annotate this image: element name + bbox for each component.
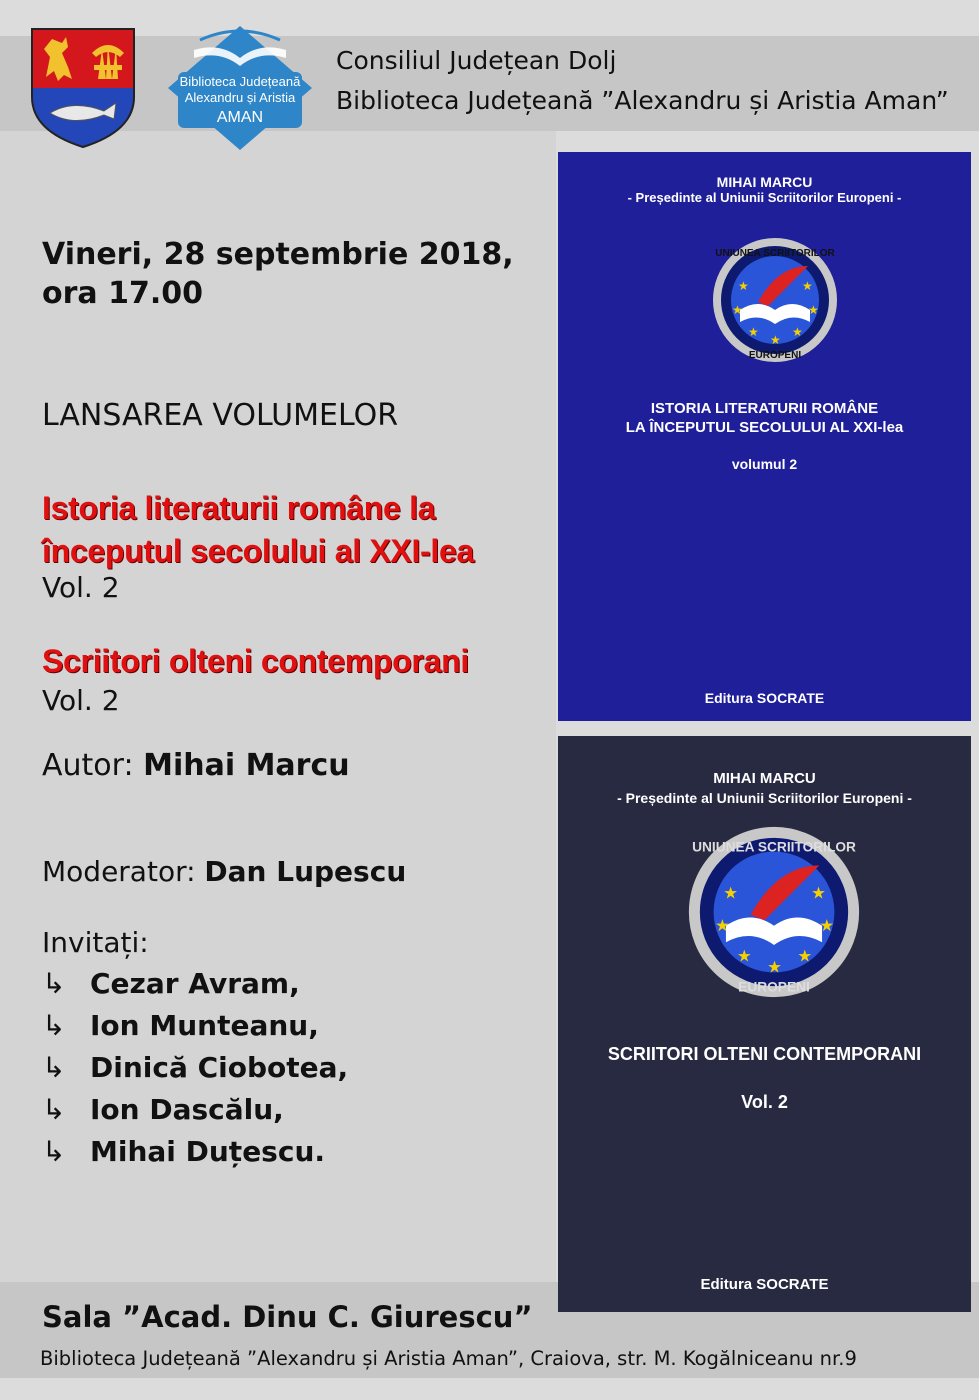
cover1-title-line2: LA ÎNCEPUTUL SECOLULUI AL XXI-lea (625, 419, 904, 436)
cover1-role: - Președinte al Uniunii Scriitorilor Europeni - (627, 190, 902, 205)
svg-text:Alexandru și Aristia: Alexandru și Aristia (184, 90, 296, 105)
header-library: Biblioteca Județeană ”Alexandru și Aristia Aman” (336, 86, 949, 115)
moderator-line: Moderator: Dan Lupescu (42, 855, 407, 888)
book1-volume: Vol. 2 (42, 571, 120, 604)
svg-text:★: ★ (811, 884, 826, 903)
arrow-icon: ↳ (42, 967, 66, 1000)
guest-item: ↳ Mihai Duțescu. (42, 1135, 326, 1168)
svg-text:Biblioteca Județeană: Biblioteca Județeană (179, 74, 301, 89)
launch-heading: LANSAREA VOLUMELOR (42, 398, 399, 433)
cover2-volume: Vol. 2 (741, 1092, 788, 1112)
guest-item: ↳ Cezar Avram, (42, 967, 300, 1000)
arrow-icon: ↳ (42, 1135, 66, 1168)
dolj-coat-of-arms-icon (28, 27, 138, 149)
svg-text:★: ★ (770, 333, 781, 347)
svg-text:★: ★ (797, 947, 813, 966)
cover1-author: MIHAI MARCU (716, 174, 813, 190)
book1-title: Istoria literaturii române la începutul secolului al XXI-lea (42, 490, 475, 569)
guests-label: Invitați: (42, 926, 149, 959)
svg-text:★: ★ (723, 884, 738, 903)
arrow-icon: ↳ (42, 1051, 66, 1084)
svg-text:★: ★ (792, 325, 803, 339)
header-council: Consiliul Județean Dolj (336, 46, 617, 75)
svg-text:EUROPENI: EUROPENI (748, 350, 802, 361)
cover2-publisher: Editura SOCRATE (700, 1276, 829, 1293)
guest-item: ↳ Ion Dascălu, (42, 1093, 284, 1126)
cover1-publisher: Editura SOCRATE (704, 690, 825, 706)
library-logo-icon (160, 22, 320, 154)
svg-text:★: ★ (714, 917, 730, 936)
svg-text:AMAN: AMAN (216, 109, 264, 126)
writers-union-emblem-icon (682, 822, 866, 1002)
cover1-title-line1: ISTORIA LITERATURII ROMÂNE (650, 400, 879, 417)
arrow-icon: ↳ (42, 1093, 66, 1126)
svg-text:UNIUNEA SCRIITORILOR: UNIUNEA SCRIITORILOR (692, 839, 856, 855)
address-line: Biblioteca Județeană ”Alexandru și Aristia Aman”, Craiova, str. M. Kogălniceanu nr.9 (40, 1347, 857, 1370)
cover2-role: - Președinte al Uniunii Scriitorilor Europeni - (617, 790, 912, 806)
event-date: Vineri, 28 septembrie 2018, ora 17.00 (42, 237, 514, 311)
cover1-volume: volumul 2 (731, 456, 798, 472)
author-line: Autor: Mihai Marcu (42, 748, 350, 783)
svg-text:★: ★ (808, 303, 819, 317)
book-cover-1 (558, 152, 971, 721)
svg-text:★: ★ (736, 947, 752, 966)
svg-text:★: ★ (732, 303, 743, 317)
svg-text:★: ★ (738, 279, 749, 293)
svg-text:★: ★ (748, 325, 759, 339)
writers-union-emblem-icon (708, 236, 842, 364)
svg-text:★: ★ (802, 279, 813, 293)
guest-item: ↳ Ion Munteanu, (42, 1009, 319, 1042)
guest-item: ↳ Dinică Ciobotea, (42, 1051, 349, 1084)
book-cover-2 (558, 736, 971, 1312)
book2-volume: Vol. 2 (42, 684, 120, 717)
svg-text:UNIUNEA SCRIITORILOR: UNIUNEA SCRIITORILOR (715, 248, 835, 259)
svg-text:EUROPENI: EUROPENI (738, 979, 810, 995)
svg-text:★: ★ (819, 917, 835, 936)
cover2-title: SCRIITORI OLTENI CONTEMPORANI (607, 1044, 922, 1064)
arrow-icon: ↳ (42, 1009, 66, 1042)
book2-title: Scriitori olteni contemporani (42, 643, 469, 679)
svg-text:★: ★ (767, 958, 782, 977)
cover2-author: MIHAI MARCU (713, 770, 816, 787)
hall-name: Sala ”Acad. Dinu C. Giurescu” (42, 1300, 533, 1334)
